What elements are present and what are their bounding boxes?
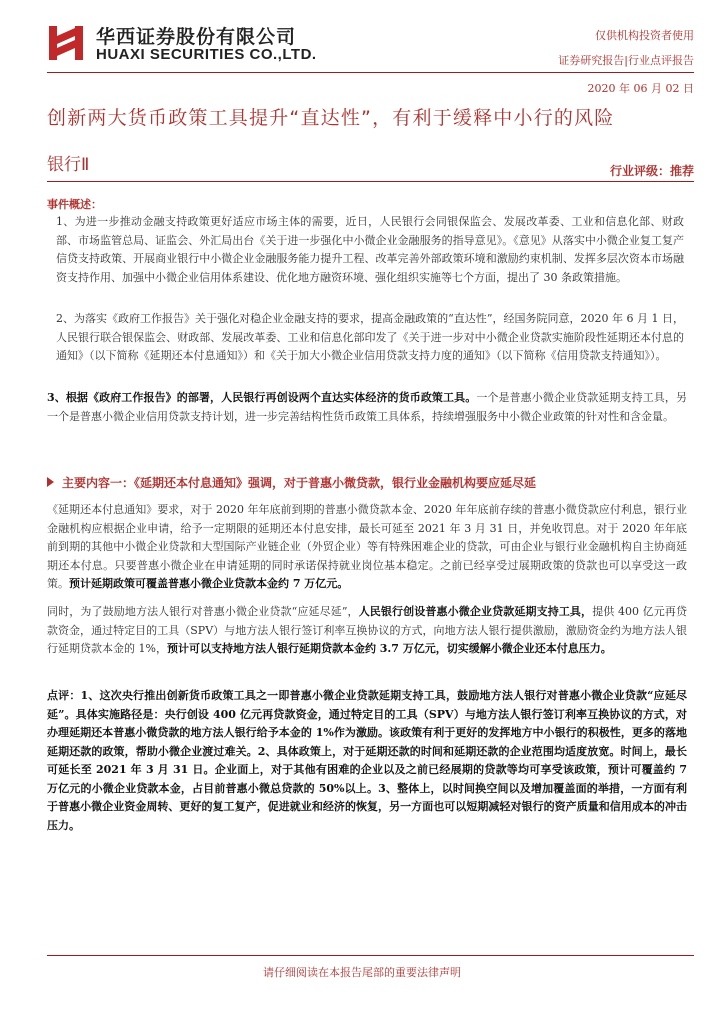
main-1-p1-text: 《延期还本付息通知》要求，对于 2020 年年底前到期的普惠小微贷款本金、2020 年年底前存续的普惠小微贷款应付利息，银行业金融机构应根据企业申请，给予一定期限的延期还本付息安排，最长可延至 2021 年 3 月 31 日，并免收罚息。对于 2020 年年底前到期的其他中小微企业贷款和大型国际产业链企业（外贸企业）等有特殊困难企业的贷款，可由企业与银行业金融机构自主协商延期还本付息。只要普惠小微企业在申请延期的同时承诺保持就业岗位基本稳定。之前已经享受过展期政策的贷款也可以享受这一政策。	[47, 503, 687, 590]
report-type: 证券研究报告|行业点评报告	[558, 54, 694, 67]
comment-paragraph: 点评：1、这次央行推出创新货币政策工具之一即普惠小微企业贷款延期支持工具，鼓励地方法人银行对普惠小微企业贷款“应延尽延”。具体实施路径是：央行创设 400 亿元再贷款资金，通过特定目的工具（SPV）与地方法人银行签订利率互换协议的方式，对办理延期还本普惠小微贷款的地方法人银行给予本金的 1%作为激励。该政策有利于更好的发挥地方中小银行的积极性，更多的落地延期还款的政策，帮助小微企业渡过难关。2、具体政策上，对于延期还款的时间和延期还款的企业范围均适度放宽。时间上，最长可延长至 2021 年 3 月 31 日。企业面上，对于其他有困难的企业以及之前已经展期的贷款等均可享受该政策，预计可覆盖约 7 万亿元的小微企业贷款本金，占目前普惠小微总贷款的 50%以上。3、整体上，以时间换空间以及增加覆盖面的举措，一方面有利于普惠小微企业资金周转、更好的复工复产，促进就业和经济的恢复，另一方面也可以短期减轻对银行的资产质量和信用成本的冲击压力。	[47, 689, 687, 832]
main-content-1-headline-text: 主要内容一：《延期还本付息通知》强调，对于普惠小微贷款，银行业金融机构要应延尽延	[62, 476, 537, 490]
event-paragraph-1: 1、为进一步推动金融支持政策更好适应市场主体的需要，近日，人民银行会同银保监会、发展改革委、工业和信息化部、财政部、市场监管总局、证监会、外汇局出台《关于进一步强化中小微企业金融服务的指导意见》。《意见》从落实中小微企业复工复产信贷支持政策、开展商业银行中小微企业金融服务能力提升工程、改革完善外部政策环境和激励约束机制、发挥多层次资本市场融资支持作用、加强中小微企业信用体系建设、优化地方融资环境、强化组织实施等七个方面，提出了 30 条政策措施。	[56, 215, 684, 284]
main-1-p2-bold-2: 预计可以支持地方法人银行延期贷款本金约 3.7 万亿元，切实缓解小微企业还本付息压力。	[166, 642, 612, 655]
event-paragraph-3-rest: 一个是普惠小微企业贷款延期支持工具，另一个是普惠小微企业信用贷款支持计划，进一步完善结构性货币政策工具体系，持续增强服务中小微企业政策的针对性和含金量。	[47, 391, 687, 423]
rating-label: 行业评级：	[609, 164, 670, 178]
event-paragraph-3-bold: 3、根据《政府工作报告》的部署，人民银行再创设两个直达实体经济的货币政策工具。	[47, 391, 477, 404]
main-1-p2-text: 同时，为了鼓励地方法人银行对普惠小微企业贷款“应延尽延”，	[47, 605, 359, 618]
main-1-p2-bold-1: 人民银行创设普惠小微企业贷款延期支持工具，	[358, 605, 593, 618]
sector-name: 银行Ⅱ	[47, 155, 90, 175]
audience-note: 仅供机构投资者使用	[595, 29, 694, 42]
main-1-p1-bold: 预计延期政策可覆盖普惠小微企业贷款本金约 7 万亿元。	[69, 577, 349, 590]
event-paragraph-2: 2、为落实《政府工作报告》关于强化对稳企业金融支持的要求，提高金融政策的“直达性”，经国务院同意，2020 年 6 月 1 日，人民银行联合银保监会、财政部、发展改革委、工业和信息化部印发了《关于进一步对中小微企业贷款实施阶段性延期还本付息的通知》（以下简称《延期还本付息通知》）和《关于加大小微企业信用贷款支持力度的通知》（以下简称《信用贷款支持通知》）。	[56, 312, 684, 362]
company-name-en: HUAXI SECURITIES CO.,LTD.	[96, 46, 317, 63]
rating-value: 推荐	[669, 164, 694, 178]
main-content-1-paragraph-2	[47, 603, 687, 659]
triangle-bullet-icon	[47, 477, 54, 487]
legal-notice-footer: 请仔细阅读在本报告尾部的重要法律声明	[263, 966, 461, 979]
company-name-cn: 华西证券股份有限公司	[96, 26, 297, 48]
event-overview-label: 事件概述：	[47, 198, 102, 211]
main-1-p2-text-2: 提供 400 亿元再贷款资金，通过特定目的工具（SPV）与地方法人银行签订利率互换协议的方式，向地方法人银行提供激励，激励资金约为地方法人银行延期贷款本金的 1%，	[47, 605, 688, 655]
main-content-1-paragraph-1	[47, 501, 687, 594]
main-content-1-headline	[47, 474, 536, 491]
header-divider	[47, 72, 694, 73]
report-title: 创新两大货币政策工具提升“直达性”，有利于缓释中小行的风险	[47, 107, 615, 129]
event-paragraph-3	[47, 389, 687, 426]
footer-divider	[47, 955, 694, 956]
title-divider	[47, 181, 694, 182]
industry-rating	[610, 162, 694, 179]
company-logo-icon	[47, 22, 85, 62]
report-date: 2020 年 06 月 02 日	[587, 82, 694, 95]
